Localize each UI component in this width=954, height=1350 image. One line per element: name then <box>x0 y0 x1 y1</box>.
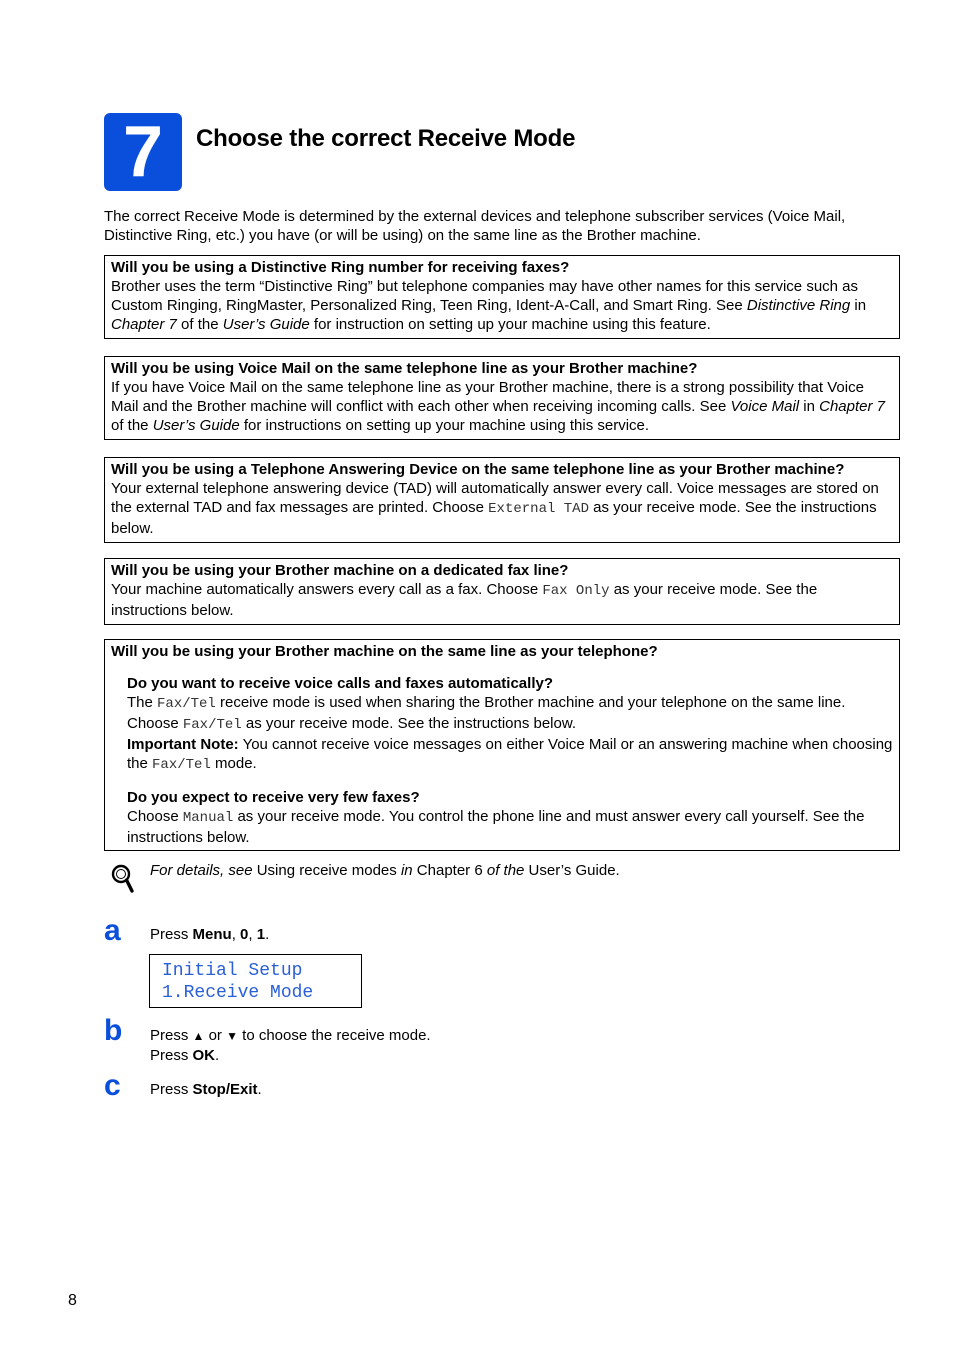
box-answer: If you have Voice Mail on the same telephone line as your Brother machine, there is a strong possibility that Voice Mail and the Brother machine will conflict with each other when receiving incoming calls. See Voice Mail in Chapter 7 of the User’s Guide for instructions on setting up your machine using this service. <box>111 379 885 434</box>
step-letter-a: a <box>104 914 121 947</box>
step-number-badge: 7 <box>104 113 182 191</box>
mode-external-tad: External TAD <box>488 501 589 517</box>
box-question: Will you be using your Brother machine on a dedicated fax line? <box>111 562 569 579</box>
page-title: Choose the correct Receive Mode <box>196 125 576 152</box>
sub-question: Do you expect to receive very few faxes? <box>127 789 420 806</box>
sub-answer: Choose Manual as your receive mode. You control the phone line and must answer every call yourself. See the instructions below. <box>127 808 865 846</box>
dedicated-fax-box <box>104 558 900 625</box>
answering-device-box <box>104 457 900 543</box>
box-answer: Brother uses the term “Distinctive Ring” but telephone companies may have other names for this service such as Custom Ringing, RingMaster, Personalized Ring, Teen Ring, Ident-A-Call, and Smart Ring. See Distinctive Ring in Chapter 7 of the User’s Guide for instruction on setting up your machine using this feature. <box>111 278 867 333</box>
box-answer: Your external telephone answering device (TAD) will automatically answer every call. Voice messages are stored on the external TAD and fax messages are printed. Choose External TAD as your receive mode. See the instructions below. <box>111 480 879 537</box>
sub-answer: The Fax/Tel receive mode is used when sharing the Brother machine and your telephone on the same line. Choose Fax/Tel as your receive mode. See the instructions below. <box>127 694 846 733</box>
lcd-line-1: Initial Setup <box>162 961 303 981</box>
box-question: Will you be using your Brother machine on the same line as your telephone? <box>111 643 658 660</box>
distinctive-ring-box <box>104 255 900 339</box>
up-arrow-icon: ▲ <box>192 1029 205 1043</box>
voice-mail-box <box>104 356 900 440</box>
mode-fax-only: Fax Only <box>542 583 610 599</box>
step-letter-c: c <box>104 1069 121 1102</box>
step-b-text: Press ▲ or ▼ to choose the receive mode. Press OK. <box>150 1027 431 1064</box>
lcd-line-2: 1.Receive Mode <box>162 983 314 1003</box>
mode-manual: Manual <box>182 810 234 826</box>
box-question: Will you be using Voice Mail on the same telephone line as your Brother machine? <box>111 360 698 377</box>
note-text: For details, see Using receive modes in Chapter 6 of the User’s Guide. <box>150 862 620 879</box>
important-note: Important Note: You cannot receive voice messages on either Voice Mail or an answering machine when choosing the Fax/Tel mode. <box>127 736 893 773</box>
box-answer: Your machine automatically answers every call as a fax. Choose Fax Only as your receive mode. See the instructions below. <box>111 581 818 619</box>
intro-paragraph: The correct Receive Mode is determined by the external devices and telephone subscriber services (Voice Mail, Distinctive Ring, etc.) you have (or will be using) on the same line as the Brother machine. <box>104 208 846 244</box>
step-a-text: Press Menu, 0, 1. <box>150 926 270 943</box>
box-question: Will you be using a Distinctive Ring number for receiving faxes? <box>111 259 570 276</box>
step-letter-b: b <box>104 1014 123 1047</box>
step-c-text: Press Stop/Exit. <box>150 1081 262 1098</box>
sub-question-few-faxes <box>111 788 893 847</box>
sub-question-automatic <box>111 674 893 775</box>
page-number: 8 <box>68 1292 77 1309</box>
shared-line-box <box>104 639 900 851</box>
box-question: Will you be using a Telephone Answering Device on the same telephone line as your Brother machine? <box>111 461 845 478</box>
magnifier-note-icon <box>110 863 136 895</box>
sub-question: Do you want to receive voice calls and faxes automatically? <box>127 675 553 692</box>
down-arrow-icon: ▼ <box>226 1029 238 1043</box>
lcd-display <box>149 954 362 1008</box>
